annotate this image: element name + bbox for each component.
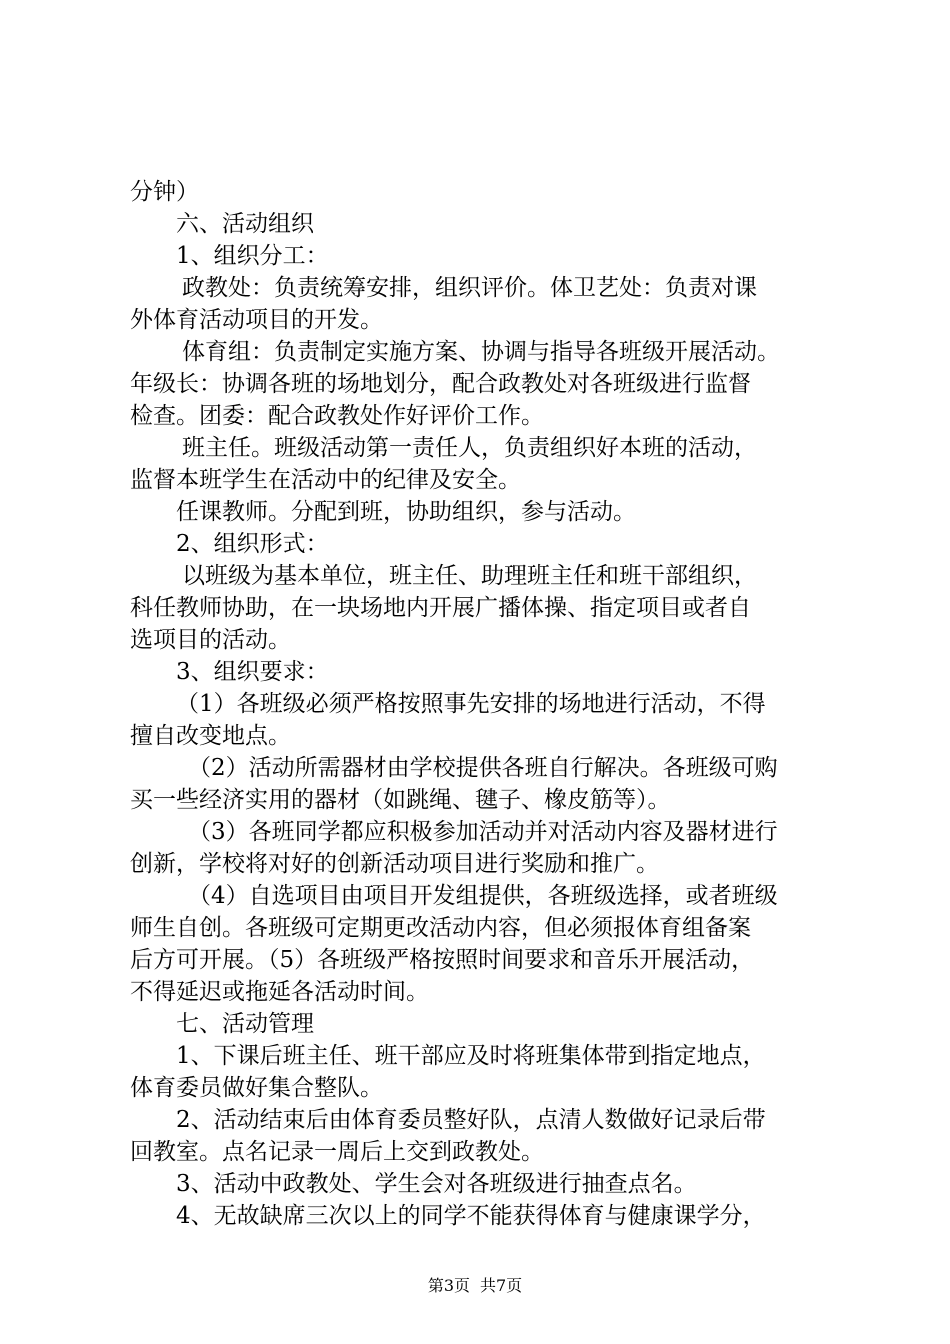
text-line: 监督本班学生在活动中的纪律及安全。 (130, 467, 521, 493)
section-heading: 七、活动管理 (176, 1011, 314, 1037)
text-line: 检查。团委：配合政教处作好评价工作。 (130, 403, 544, 429)
text-line: 擅自改变地点。 (130, 723, 291, 749)
text-line: 选项目的活动。 (130, 627, 291, 653)
text-line: 师生自创。各班级可定期更改活动内容，但必须报体育组备案 (130, 915, 751, 941)
section-heading: 六、活动组织 (176, 211, 314, 237)
list-item: （3）各班同学都应积极参加活动并对活动内容及器材进行 (188, 819, 778, 845)
list-item: 4、无故缺席三次以上的同学不能获得体育与健康课学分， (176, 1203, 766, 1229)
text-line: 科任教师协助，在一块场地内开展广播体操、指定项目或者自 (130, 595, 751, 621)
list-item: 2、活动结束后由体育委员整好队，点清人数做好记录后带 (176, 1107, 766, 1133)
list-item: 3、活动中政教处、学生会对各班级进行抽查点名。 (176, 1171, 697, 1197)
text-line: 分钟） (130, 179, 199, 205)
text-line: 以班级为基本单位，班主任、助理班主任和班干部组织， (182, 563, 757, 589)
text-line: 政教处：负责统筹安排，组织评价。体卫艺处：负责对课 (182, 275, 757, 301)
list-item: （1）各班级必须严格按照事先安排的场地进行活动，不得 (176, 691, 766, 717)
page-footer (0, 1276, 950, 1296)
text-line: 任课教师。分配到班，协助组织，参与活动。 (176, 499, 636, 525)
subsection-heading: 3、组织要求： (176, 659, 329, 685)
page-total: 共7页 (480, 1276, 523, 1295)
list-item: （2）活动所需器材由学校提供各班自行解决。各班级可购 (188, 755, 778, 781)
text-line: 班主任。班级活动第一责任人，负责组织好本班的活动， (182, 435, 757, 461)
text-line: 创新，学校将对好的创新活动项目进行奖励和推广。 (130, 851, 659, 877)
list-item: （4）自选项目由项目开发组提供，各班级选择，或者班级 (188, 883, 778, 909)
text-line: 回教室。点名记录一周后上交到政教处。 (130, 1139, 544, 1165)
text-line: 买一些经济实用的器材（如跳绳、毽子、橡皮筋等）。 (130, 787, 671, 813)
text-line: 后方可开展。（5）各班级严格按照时间要求和音乐开展活动， (130, 947, 755, 973)
subsection-heading: 1、组织分工： (176, 243, 329, 269)
list-item: 1、下课后班主任、班干部应及时将班集体带到指定地点， (176, 1043, 766, 1069)
document-body (130, 176, 835, 1232)
page-number: 第3页 (427, 1276, 470, 1295)
text-line: 体育组：负责制定实施方案、协调与指导各班级开展活动。 (182, 339, 780, 365)
text-line: 体育委员做好集合整队。 (130, 1075, 383, 1101)
subsection-heading: 2、组织形式： (176, 531, 329, 557)
text-line: 不得延迟或拖延各活动时间。 (130, 979, 429, 1005)
text-line: 外体育活动项目的开发。 (130, 307, 383, 333)
text-line: 年级长：协调各班的场地划分，配合政教处对各班级进行监督 (130, 371, 751, 397)
